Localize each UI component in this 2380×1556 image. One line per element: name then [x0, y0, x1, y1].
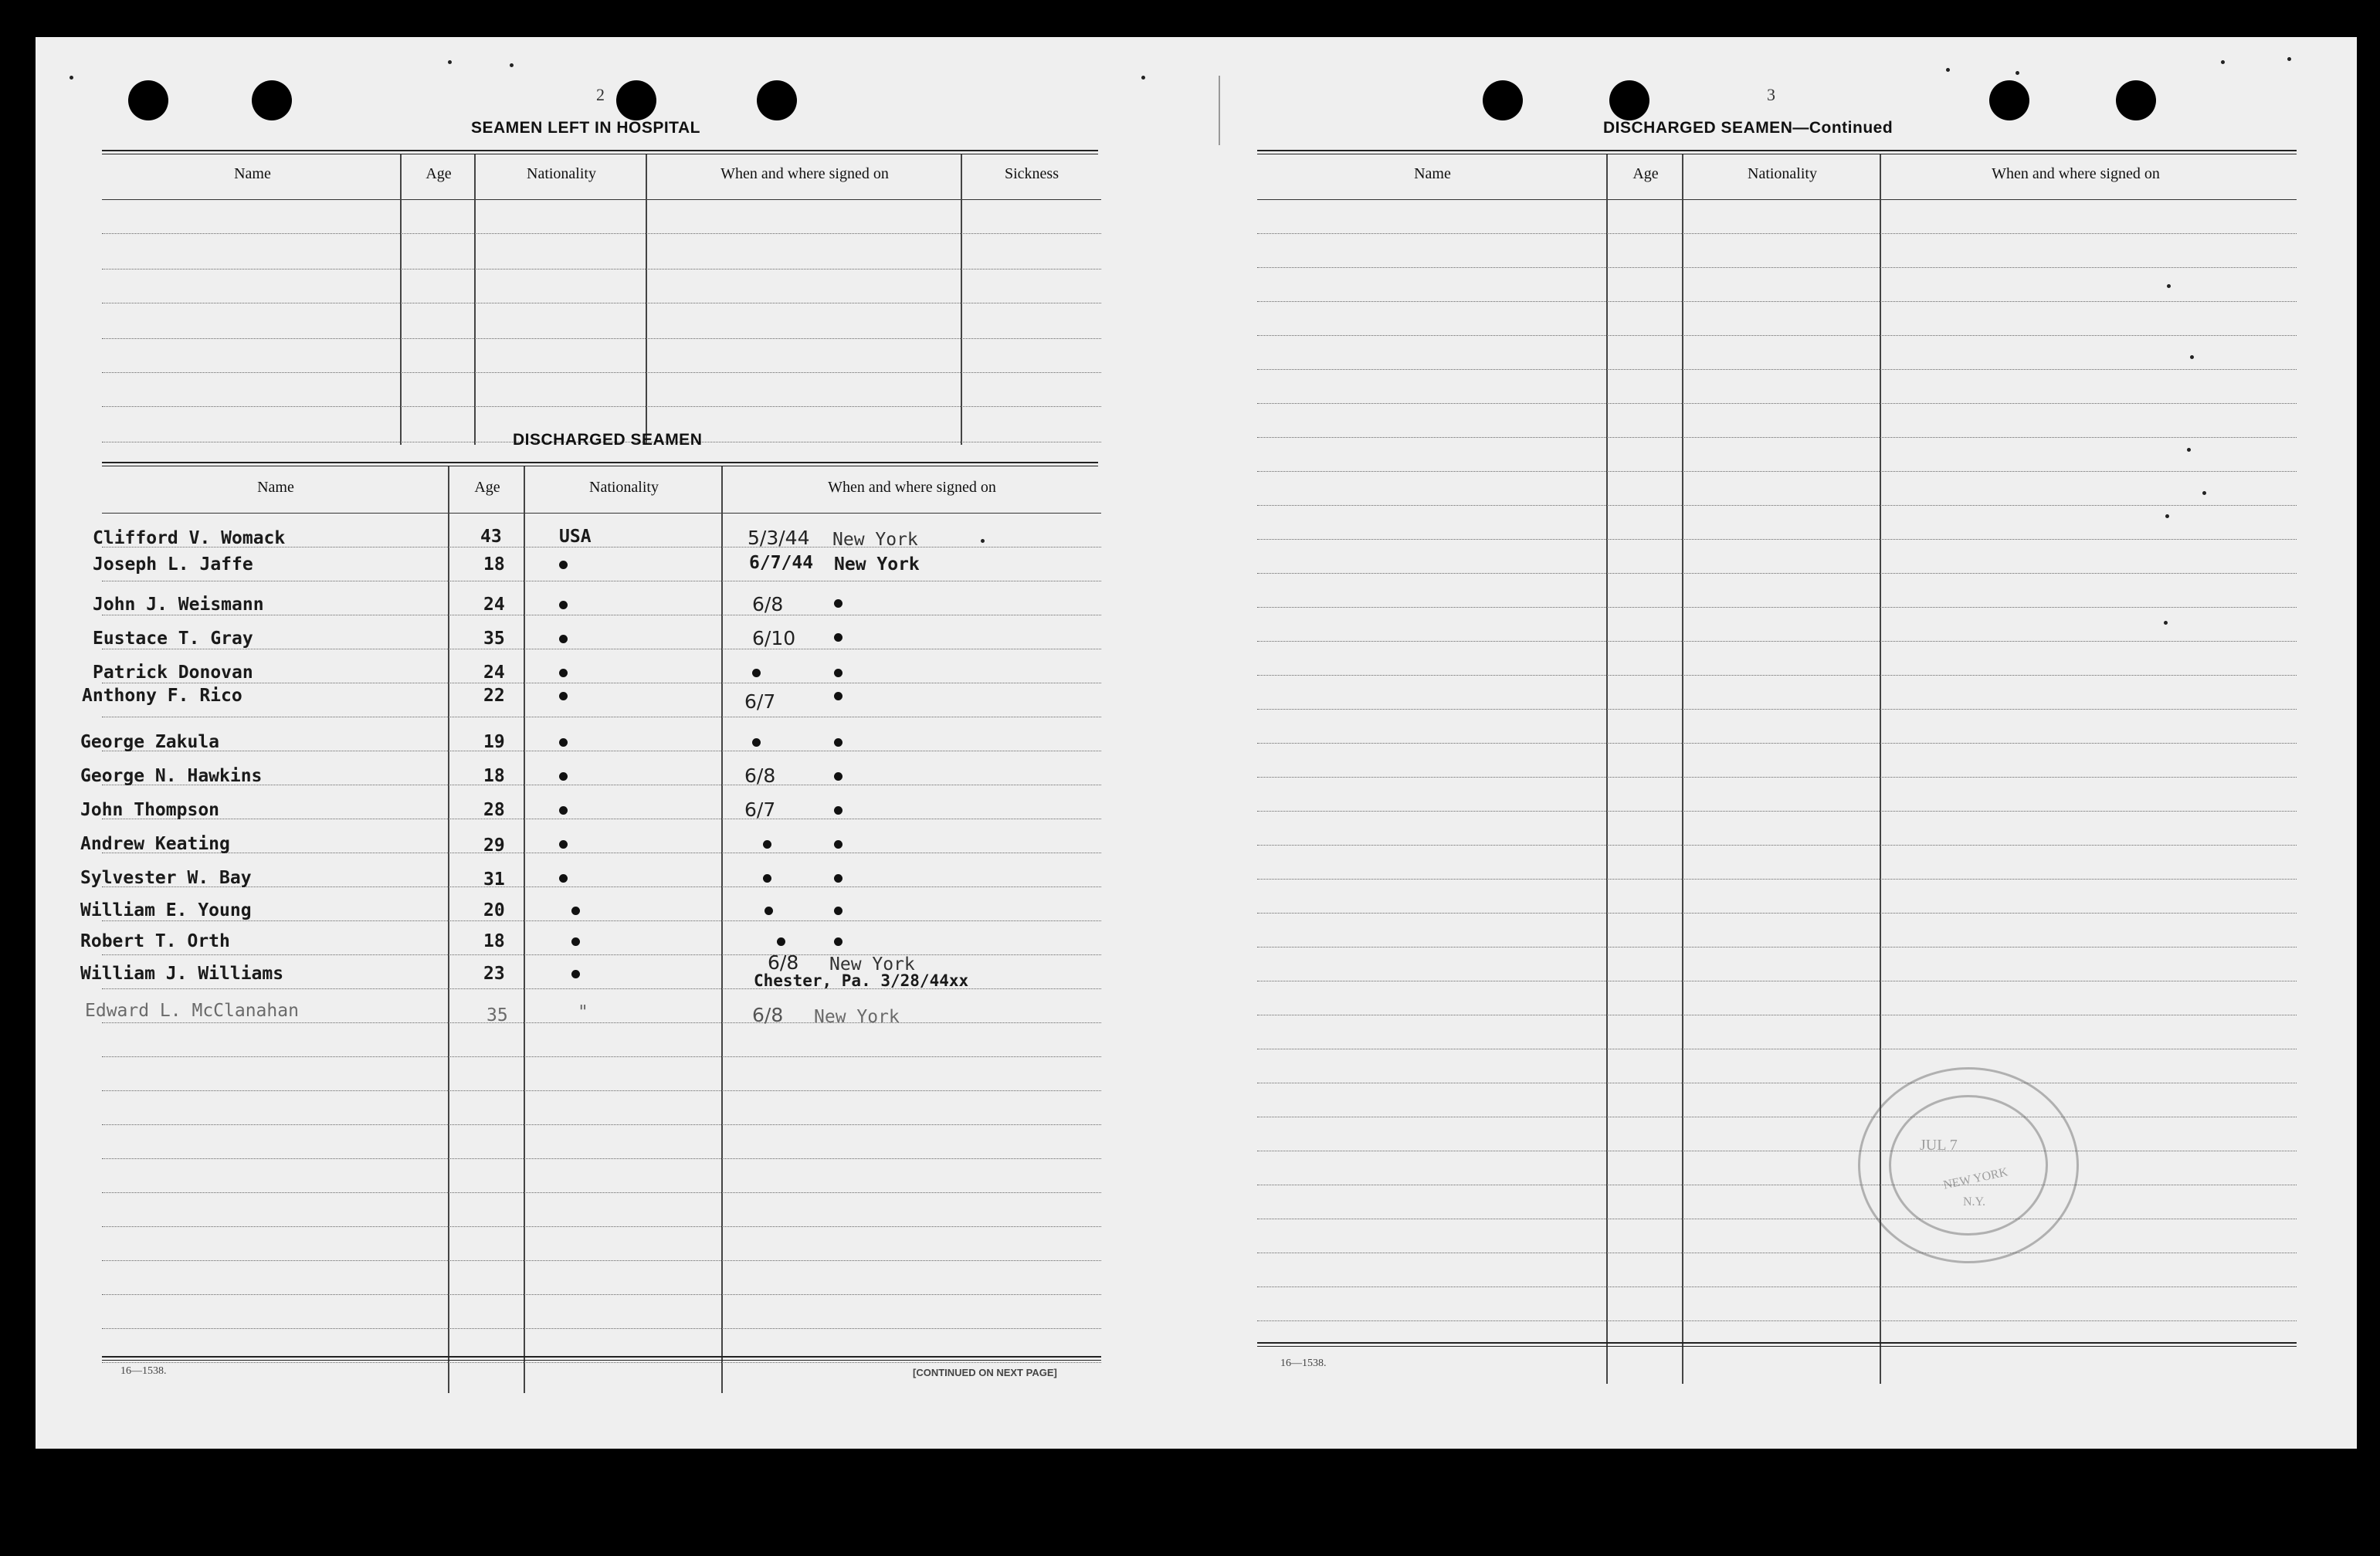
ruled-line: [1257, 607, 2297, 608]
page-number-left: 2: [596, 85, 605, 104]
scan-speck: [2190, 355, 2194, 359]
page-number-right: 3: [1767, 85, 1775, 104]
document-sheet: [36, 37, 2357, 1449]
signed-on-date: 6/8: [752, 1004, 784, 1026]
form-number: 16—1538.: [120, 1365, 167, 1377]
ruled-line: [102, 954, 1101, 955]
scan-speck: [981, 539, 985, 543]
ditto-mark: [559, 738, 568, 747]
scan-speck: [70, 76, 73, 80]
ditto-mark: [559, 692, 568, 700]
signed-on-date: 5/3/44: [748, 527, 810, 549]
ruled-line: [1257, 1286, 2297, 1287]
punch-hole: [128, 80, 168, 120]
ditto-mark: [559, 840, 568, 849]
ditto-mark: [571, 937, 580, 946]
form-number: 16—1538.: [1280, 1358, 1327, 1369]
ruled-line: [1257, 675, 2297, 676]
punch-hole: [757, 80, 797, 120]
ditto-mark: [559, 635, 568, 643]
seaman-name: Sylvester W. Bay: [80, 868, 252, 888]
rule: [1257, 1342, 2297, 1347]
ruled-line: [1257, 1320, 2297, 1321]
ditto-mark: [559, 806, 568, 815]
rule: [102, 462, 1098, 466]
seaman-age: 19: [483, 732, 505, 752]
ruled-line: [1257, 641, 2297, 642]
ditto-mark: [834, 874, 842, 883]
seaman-name: John Thompson: [80, 800, 220, 820]
scan-speck: [2167, 284, 2171, 288]
rule: [1257, 199, 2297, 200]
ruled-line: [1257, 505, 2297, 506]
rule: [102, 199, 1101, 200]
rule: [1257, 150, 2297, 154]
ditto-mark: [834, 772, 842, 781]
seaman-age: 18: [483, 554, 505, 575]
ruled-line: [102, 1362, 1101, 1363]
seaman-nationality: ": [578, 1002, 588, 1022]
ditto-mark: [834, 692, 842, 700]
col-header-age: Age: [474, 479, 500, 496]
seaman-name: Eustace T. Gray: [93, 629, 253, 649]
scan-speck: [2164, 621, 2168, 625]
ruled-line: [102, 1328, 1101, 1329]
ditto-mark: [763, 840, 771, 849]
column-divider: [1606, 154, 1608, 1384]
signed-on-date: 6/7: [744, 690, 776, 713]
column-divider: [1682, 154, 1683, 1384]
signed-on-date: 6/8: [768, 951, 799, 974]
seaman-age: 23: [483, 964, 505, 984]
rule: [102, 513, 1101, 514]
stamp-line: JUL 7: [1920, 1137, 1958, 1154]
ditto-mark: [834, 599, 842, 608]
ditto-mark: [559, 669, 568, 677]
punch-hole: [252, 80, 292, 120]
scan-speck: [1141, 76, 1145, 80]
scan-speck: [448, 60, 452, 64]
seaman-age: 29: [483, 836, 505, 856]
ditto-mark: [834, 840, 842, 849]
ruled-line: [1257, 539, 2297, 540]
postmark-stamp-inner: [1889, 1095, 2048, 1236]
ruled-line: [1257, 811, 2297, 812]
seaman-name: Andrew Keating: [80, 834, 230, 854]
ditto-mark: [834, 937, 842, 946]
ditto-mark: [763, 874, 771, 883]
punch-hole: [1609, 80, 1649, 120]
column-divider: [400, 154, 402, 445]
ditto-mark: [559, 874, 568, 883]
ruled-line: [1257, 845, 2297, 846]
seaman-name: Clifford V. Womack: [93, 528, 286, 548]
ditto-mark: [834, 738, 842, 747]
punch-hole: [1483, 80, 1523, 120]
punch-hole: [2116, 80, 2156, 120]
continued-note: [CONTINUED ON NEXT PAGE]: [913, 1367, 1057, 1378]
ruled-line: [102, 338, 1101, 339]
col-header-nationality: Nationality: [589, 479, 659, 496]
scan-speck: [2165, 514, 2169, 518]
scan-speck: [2221, 60, 2225, 64]
seaman-name: Patrick Donovan: [93, 663, 253, 683]
ruled-line: [1257, 743, 2297, 744]
scan-speck: [2016, 71, 2019, 75]
ruled-line: [102, 1124, 1101, 1125]
seaman-name: William J. Williams: [80, 964, 284, 984]
seaman-age: 24: [483, 595, 505, 615]
hospital-section-title: SEAMEN LEFT IN HOSPITAL: [471, 119, 700, 137]
ruled-line: [1257, 777, 2297, 778]
scan-speck: [2187, 448, 2191, 452]
seaman-age: 43: [480, 527, 502, 547]
column-divider: [524, 466, 525, 1393]
scan-speck: [2287, 57, 2291, 61]
seaman-age: 24: [483, 663, 505, 683]
seaman-name: George N. Hawkins: [80, 766, 263, 786]
scan-speck: [510, 63, 514, 67]
ruled-line: [1257, 335, 2297, 336]
ruled-line: [1257, 573, 2297, 574]
seaman-name: Joseph L. Jaffe: [93, 554, 253, 575]
ruled-line: [102, 406, 1101, 407]
overtyped-note: Chester, Pa. 3/28/44xx: [754, 971, 969, 990]
ruled-line: [102, 1260, 1101, 1261]
col-header-age: Age: [425, 165, 452, 182]
col-header-signed-on: When and where signed on: [1992, 165, 2160, 182]
seaman-age: 28: [483, 800, 505, 820]
ruled-line: [1257, 437, 2297, 438]
seaman-name: William E. Young: [80, 900, 252, 920]
column-divider: [961, 154, 962, 445]
col-header-name: Name: [1414, 165, 1451, 182]
seaman-age: 35: [487, 1005, 508, 1025]
col-header-name: Name: [257, 479, 294, 496]
col-header-signed-on: When and where signed on: [720, 165, 889, 182]
signed-on-date: 6/8: [752, 593, 784, 615]
column-divider: [448, 466, 449, 1393]
column-divider: [721, 466, 723, 1393]
ruled-line: [102, 269, 1101, 270]
seaman-age: 31: [483, 870, 505, 890]
ruled-line: [102, 1294, 1101, 1295]
discharged-section-title: DISCHARGED SEAMEN: [513, 431, 703, 449]
ruled-line: [1257, 233, 2297, 234]
ditto-mark: [559, 601, 568, 609]
ditto-mark: [777, 937, 785, 946]
column-divider: [646, 154, 647, 445]
ditto-mark: [571, 907, 580, 915]
ditto-mark: [834, 907, 842, 915]
page-fold: [1219, 76, 1220, 145]
seaman-name: George Zakula: [80, 732, 220, 752]
seaman-name: John J. Weismann: [93, 595, 264, 615]
signed-on-place: New York: [814, 1007, 900, 1027]
ruled-line: [1257, 403, 2297, 404]
seaman-age: 35: [483, 629, 505, 649]
ruled-line: [102, 1192, 1101, 1193]
col-header-age: Age: [1632, 165, 1659, 182]
seaman-name: Edward L. McClanahan: [85, 1001, 299, 1021]
punch-hole: [616, 80, 656, 120]
ditto-mark: [834, 633, 842, 642]
punch-hole: [1989, 80, 2029, 120]
col-header-nationality: Nationality: [527, 165, 596, 182]
ruled-line: [102, 1022, 1101, 1023]
seaman-name: Robert T. Orth: [80, 931, 230, 951]
ruled-line: [1257, 369, 2297, 370]
ruled-line: [1257, 301, 2297, 302]
ruled-line: [102, 1226, 1101, 1227]
ruled-line: [1257, 913, 2297, 914]
ruled-line: [1257, 709, 2297, 710]
column-divider: [474, 154, 476, 445]
stamp-line: N.Y.: [1963, 1195, 1986, 1209]
seaman-age: 22: [483, 686, 505, 706]
rule: [102, 1356, 1101, 1361]
scan-speck: [2202, 491, 2206, 495]
rule: [102, 150, 1098, 154]
ruled-line: [102, 233, 1101, 234]
ruled-line: [1257, 267, 2297, 268]
signed-on-place: New York: [829, 954, 915, 975]
col-header-nationality: Nationality: [1748, 165, 1817, 182]
ditto-mark: [752, 738, 761, 747]
col-header-signed-on: When and where signed on: [828, 479, 996, 496]
ditto-mark: [559, 772, 568, 781]
stamp-line: NEW YORK: [1942, 1165, 2009, 1192]
signed-on-place: New York: [832, 530, 918, 550]
signed-on-date: 6/7: [744, 798, 776, 821]
seaman-nationality: USA: [559, 527, 592, 547]
seaman-age: 18: [483, 766, 505, 786]
ditto-mark: [834, 669, 842, 677]
signed-on-place: New York: [834, 554, 920, 575]
ruled-line: [102, 920, 1101, 921]
ruled-line: [102, 372, 1101, 373]
col-header-name: Name: [234, 165, 271, 182]
ruled-line: [102, 1090, 1101, 1091]
signed-on-date: 6/7/44: [749, 553, 814, 573]
signed-on-date: 6/8: [744, 764, 776, 787]
seaman-age: 20: [483, 900, 505, 920]
ruled-line: [1257, 879, 2297, 880]
ditto-mark: [834, 806, 842, 815]
ruled-line: [1257, 471, 2297, 472]
scan-speck: [1946, 68, 1950, 72]
ruled-line: [102, 1158, 1101, 1159]
ditto-mark: [765, 907, 773, 915]
col-header-sickness: Sickness: [1005, 165, 1059, 182]
continued-section-title: DISCHARGED SEAMEN—Continued: [1603, 119, 1893, 137]
ditto-mark: [752, 669, 761, 677]
ruled-line: [102, 886, 1101, 887]
ditto-mark: [571, 970, 580, 978]
ruled-line: [102, 1056, 1101, 1057]
signed-on-date: 6/10: [752, 627, 796, 649]
seaman-name: Anthony F. Rico: [82, 686, 242, 706]
seaman-age: 18: [483, 931, 505, 951]
ditto-mark: [559, 561, 568, 569]
